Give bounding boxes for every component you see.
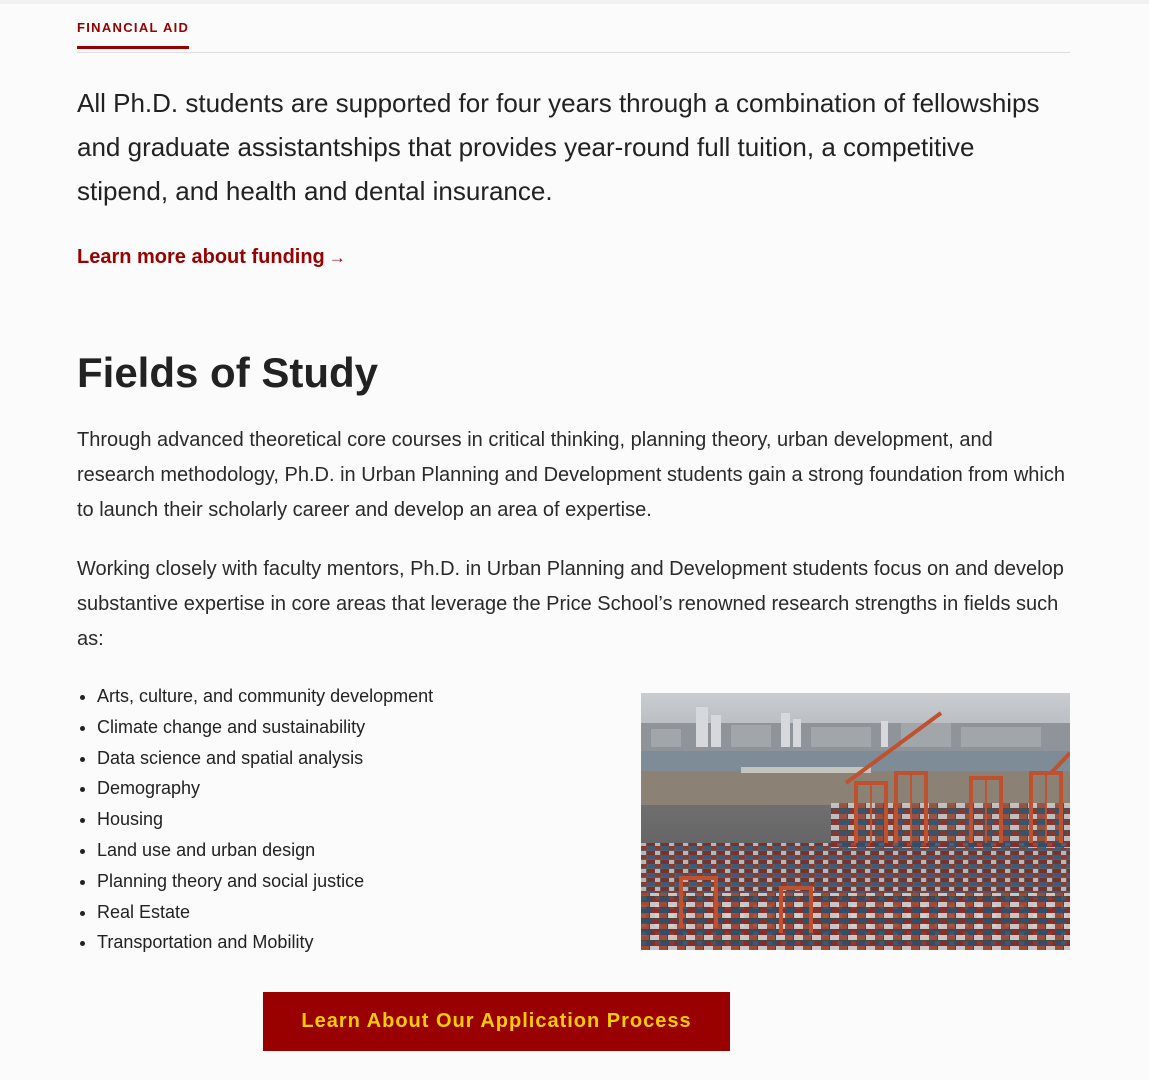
list-item: • Transportation and Mobility (97, 927, 433, 958)
list-item: • Demography (97, 773, 433, 804)
financial-aid-intro: All Ph.D. students are supported for four years through a combination of fellowships and graduate assistantships that provides year-round full tuition, a competitive stipend, and health and dental insurance. (77, 88, 1040, 206)
list-item: • Housing (97, 804, 433, 835)
fields-list (77, 681, 433, 958)
list-item: • Real Estate (97, 897, 433, 928)
application-process-button[interactable]: Learn About Our Application Process (263, 992, 730, 1051)
container-port-illustration (641, 693, 1070, 950)
list-item: • Data science and spatial analysis (97, 743, 433, 774)
list-item: • Land use and urban design (97, 835, 433, 866)
fields-paragraph-1: Through advanced theoretical core courses in critical thinking, planning theory, urban development, and research methodology, Ph.D. in Urban Planning and Development students gain a strong foundation from which to launch their scholarly career and develop an area of expertise. (77, 429, 1065, 521)
fields-paragraph-2: Working closely with faculty mentors, Ph.D. in Urban Planning and Development students focus on and develop substantive expertise in core areas that leverage the Price School’s renowned research strengths in fields such as: (77, 558, 1064, 650)
tab-bar (77, 0, 1070, 53)
list-item: • Climate change and sustainability (97, 712, 433, 743)
list-item: • Arts, culture, and community development (97, 681, 433, 712)
list-item: • Planning theory and social justice (97, 866, 433, 897)
funding-link-label: Learn more about funding (77, 246, 325, 268)
tab-financial-aid[interactable]: FINANCIAL AID (77, 20, 189, 49)
learn-more-funding-link[interactable] (77, 246, 346, 269)
fields-of-study-title: Fields of Study (77, 349, 379, 396)
port-image (641, 693, 1070, 950)
arrow-right-icon: → (328, 248, 346, 267)
